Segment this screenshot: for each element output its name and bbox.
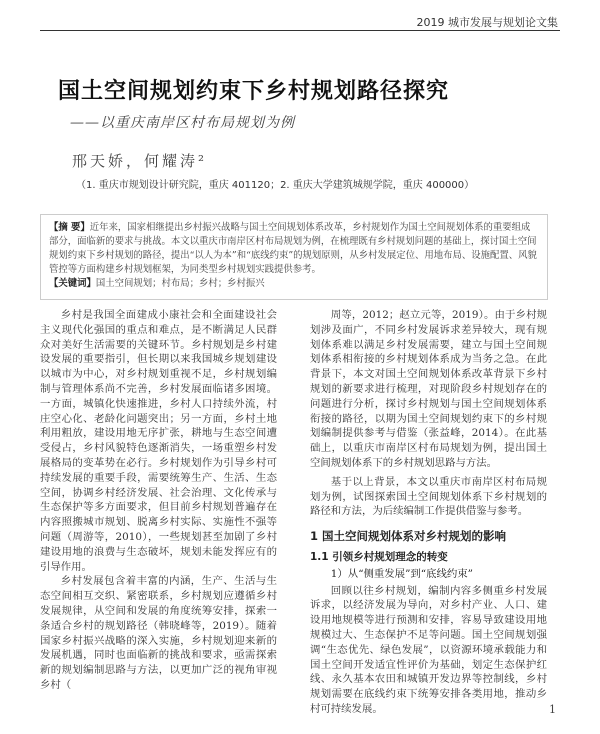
authors: 邢天娇，何耀涛² — [72, 152, 208, 170]
paper-title: 国土空间规划约束下乡村规划路径探究 — [58, 79, 450, 104]
body-paragraph: 乡村是我国全面建成小康社会和全面建设社会主义现代化强国的重点和难点，是不断满足人民群众对美好生活需要的关键环节。乡村规划是乡村建设发展的重要指引，但长期以来我国城乡规划建设以城市为中心，对乡村规划重视不足，乡村规划编制与管理体系尚不完善，乡村发展面临诸多困境。一方面，城镇化快速推进，乡村人口持续外流，村庄空心化、老龄化问题突出；另一方面，乡村土地利用粗放，建设用地无序扩张，耕地与生态空间遭受侵占，乡村风貌特色逐渐消失，一场重塑乡村发展格局的变革势在必行。乡村规划作为引导乡村可持续发展的重要手段，需要统筹生产、生活、生态空间，协调乡村经济发展、社会治理、文化传承与生态保护等多方面要求，但目前乡村规划普遍存在内容照搬城市规划、脱离乡村实际、实施性不强等问题（周游等，2010），一些规划甚至加剧了乡村建设用地的浪费与生态破坏，规划未能发挥应有的引导作用。 — [40, 309, 277, 573]
page-number: 1 — [549, 703, 556, 716]
section-heading: 1 国土空间规划体系对乡村规划的影响 — [310, 529, 507, 544]
body-paragraph: 回顾以往乡村规划，编制内容多侧重乡村发展诉求，以经济发展为导向，对乡村产业、人口、建设用地规模等进行预测和安排，容易导致建设用地规模过大、生态保护不足等问题。国土空间规划强调“生态优先、绿色发展”，以资源环境承载能力和国土空间开发适宜性评价为基础，划定生态保护红线、永久基本农田和城镇开发边界等控制线，乡村规划需要在底线约束下统筹安排各类用地，推动乡村可持续发展。 — [310, 584, 547, 715]
abstract-label: 【摘 要】 — [49, 222, 90, 233]
body-paragraph: 乡村发展包含着丰富的内涵，生产、生活与生态空间相互交织、紧密联系，乡村规划应遵循乡村发展规律，从空间和发展的角度统筹安排，探索一条适合乡村的规划路径（韩晓峰等，2019）。随着国家乡村振兴战略的深入实施，乡村规划迎来新的发展机遇，同时也面临新的挑战和要求，亟需探索新的规划编制思路与方法，以更加广泛的视角审视乡村（ — [40, 575, 277, 691]
left-column — [40, 308, 277, 693]
abstract-box — [40, 214, 548, 300]
journal-title: 2019 城市发展与规划论文集 — [416, 16, 558, 29]
right-column — [310, 308, 547, 715]
header-rule — [40, 30, 560, 31]
body-paragraph: 基于以上背景，本文以重庆市南岸区村布局规划为例，试图探索国土空间规划体系下乡村规划的路径和方法，为后续编制工作提供借鉴与参考。 — [310, 475, 547, 518]
abstract-text: 近年来，国家相继提出乡村振兴战略与国土空间规划体系改革，乡村规划作为国土空间规划体系的重要组成部分，面临新的要求与挑战。本文以重庆市南岸区村布局规划为例，在梳理既有乡村规划问题的基础上，探讨国土空间规划约束下乡村规划的路径，提出“以人为本”和“底线约束”的规划原则，从乡村发展定位、用地布局、设施配置、风貌管控等方面构建乡村规划框架，为同类型乡村规划实践提供参考。 — [49, 222, 537, 275]
subsection-heading: 1.1 引领乡村规划理念的转变 — [310, 550, 448, 563]
subsubsection-heading: 1）从“侧重发展”到“底线约束” — [330, 567, 473, 580]
affiliation: （1. 重庆市规划设计研究院，重庆 401120；2. 重庆大学建筑城规学院，重庆 400000） — [76, 180, 475, 191]
keywords-text: 国土空间规划；村布局；乡村；乡村振兴 — [95, 278, 265, 289]
keywords-label: 【关键词】 — [49, 278, 96, 289]
paper-subtitle: ——以重庆南岸区村布局规划为例 — [70, 115, 295, 131]
body-paragraph: 周等，2012；赵立元等，2019）。由于乡村规划涉及面广，不同乡村发展诉求差异较大，现有规划体系难以满足乡村发展需要，建立与国土空间规划体系相衔接的乡村规划体系成为当务之急。在此背景下，本文对国土空间规划体系改革背景下乡村规划的新要求进行梳理，对现阶段乡村规划存在的问题进行分析，探讨乡村规划与国土空间规划体系衔接的路径，以期为国土空间规划约束下的乡村规划编制提供参考与借鉴（张益峰，2014）。在此基础上，以重庆市南岸区村布局规划为例，提出国土空间规划体系下的乡村规划思路与方法。 — [310, 309, 547, 469]
